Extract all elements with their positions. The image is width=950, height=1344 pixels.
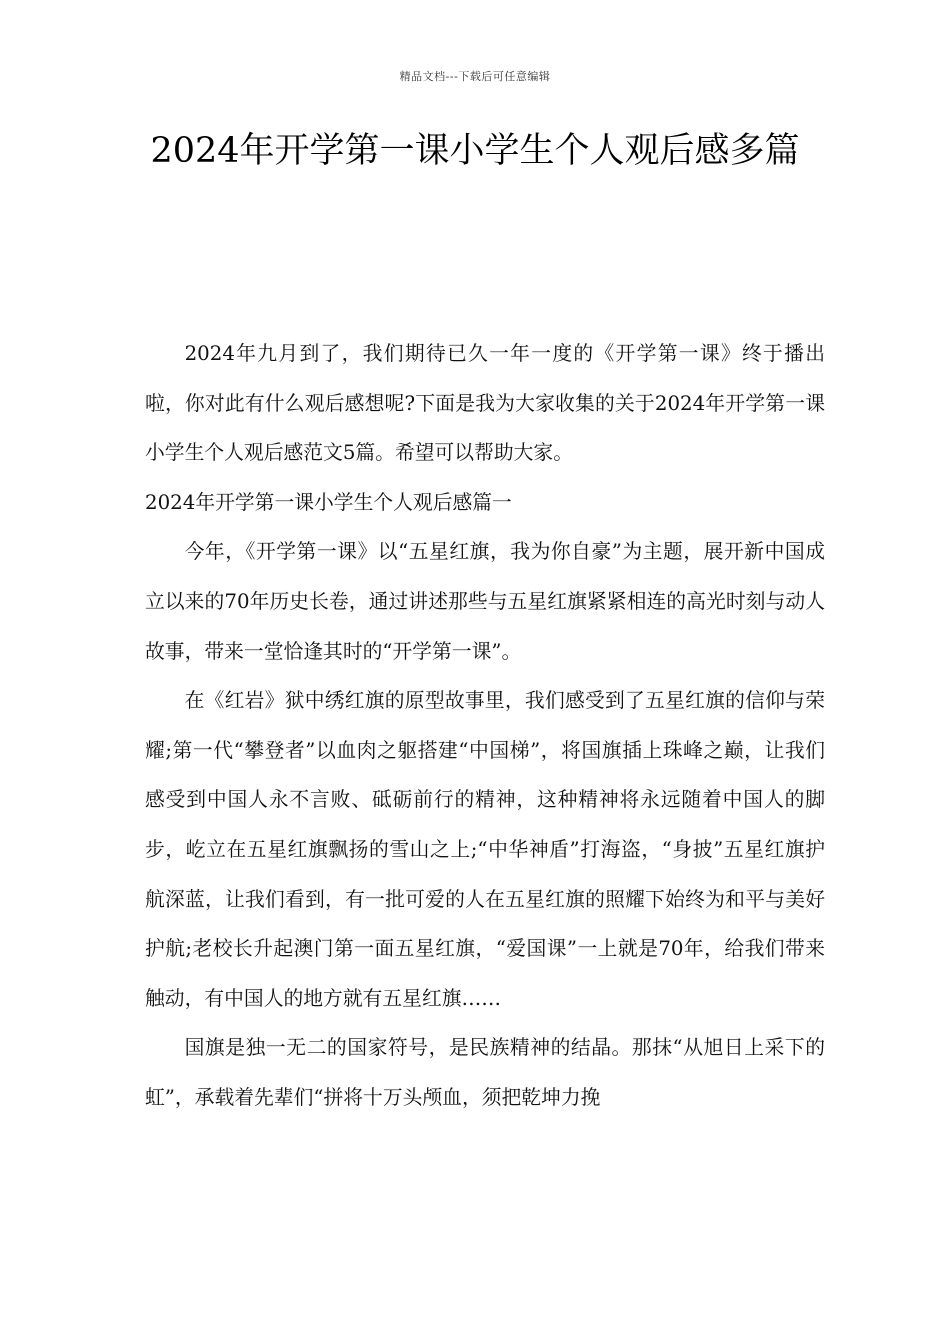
paragraph-theme: 今年，《开学第一课》以“五星红旗，我为你自豪”为主题，展开新中国成立以来的70年历史长卷，通过讲述那些与五星红旗紧紧相连的高光时刻与动人故事，带来一堂恰逢其时的“开学第一课”。 [145,540,825,663]
document-title: 2024年开学第一课小学生个人观后感多篇 [150,131,800,171]
document-body [145,329,825,1123]
section-heading: 2024年开学第一课小学生个人观后感篇一 [145,490,512,514]
paragraph-intro: 2024年九月到了，我们期待已久一年一度的《开学第一课》终于播出啦，你对此有什么观后感想呢?下面是我为大家收集的关于2024年开学第一课小学生个人观后感范文5篇。希望可以帮助大家。 [145,342,825,465]
paragraph-stories: 在《红岩》狱中绣红旗的原型故事里，我们感受到了五星红旗的信仰与荣耀;第一代“攀登者”以血肉之躯搭建“中国梯”，将国旗插上珠峰之巅，让我们感受到中国人永不言败、砥砺前行的精神，这种精神将永远随着中国人的脚步，屹立在五星红旗飘扬的雪山之上;“中华神盾”打海盗，“身披”五星红旗护航深蓝，让我们看到，有一批可爱的人在五星红旗的照耀下始终为和平与美好护航;老校长升起澳门第一面五星红旗，“爱国课”一上就是70年，给我们带来触动，有中国人的地方就有五星红旗…… [145,689,825,1010]
page-header: 精品文档---下载后可任意编辑 [399,70,551,83]
paragraph-flag: 国旗是独一无二的国家符号，是民族精神的结晶。那抹“从旭日上采下的虹”，承载着先辈们“拼将十万头颅血，须把乾坤力挽 [145,1036,825,1109]
